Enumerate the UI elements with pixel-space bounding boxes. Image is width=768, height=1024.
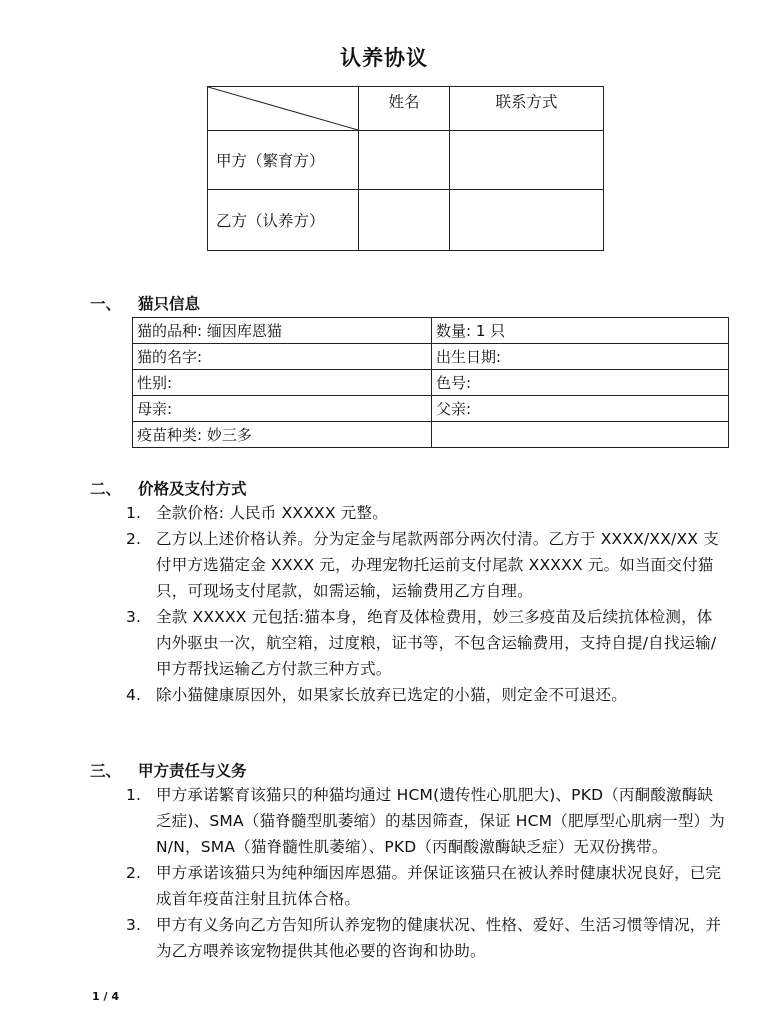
section-1-title: 猫只信息 [138, 295, 201, 313]
list-item-text: 除小猫健康原因外，如果家长放弃已选定的小猫，则定金不可退还。 [156, 686, 628, 704]
cat-info-cell: 母亲: [133, 396, 432, 422]
list-item-text: 全款 XXXXX 元包括:猫本身，绝育及体检费用，妙三多疫苗及后续抗体检测，体内外驱虫一次，航空箱，过度粮，证书等，不包含运输费用，支持自提/自找运输/甲方帮找运输乙方付款三种方式。 [156, 608, 717, 678]
list-item [126, 604, 726, 682]
section-3-list [126, 782, 726, 964]
section-2-heading [90, 477, 247, 499]
list-item-number: 1. [126, 504, 142, 522]
table-row [133, 318, 729, 344]
section-3-title: 甲方责任与义务 [138, 762, 247, 780]
table-row [133, 422, 729, 448]
list-item [126, 912, 726, 964]
list-item-number: 3. [126, 916, 142, 934]
cat-info-cell: 性别: [133, 370, 432, 396]
party-b-name-cell [359, 190, 450, 251]
section-1-heading [90, 292, 200, 314]
diagonal-header-cell [208, 87, 359, 131]
list-item [126, 526, 726, 604]
contact-column-header: 联系方式 [450, 87, 604, 131]
list-item-number: 4. [126, 686, 142, 704]
list-item-number: 3. [126, 608, 142, 626]
page-number: 1 / 4 [92, 990, 119, 1003]
list-item-text: 甲方有义务向乙方告知所认养宠物的健康状况、性格、爱好、生活习惯等情况，并为乙方喂养该宠物提供其他必要的咨询和协助。 [156, 916, 722, 960]
party-b-contact-cell [450, 190, 604, 251]
list-item-text: 全款价格: 人民币 XXXXX 元整。 [156, 504, 388, 522]
list-item-text: 甲方承诺该猫只为纯种缅因库恩猫。并保证该猫只在被认养时健康状况良好，已完成首年疫苗注射且抗体合格。 [156, 864, 722, 908]
list-item-number: 2. [126, 864, 142, 882]
table-row [133, 370, 729, 396]
section-3-heading [90, 759, 247, 781]
section-2-number: 二、 [90, 480, 122, 498]
list-item-text: 乙方以上述价格认养。分为定金与尾款两部分两次付清。乙方于 XXXX/XX/XX 支付甲方选猫定金 XXXX 元，办理宠物托运前支付尾款 XXXXX 元。如当面交付猫只，可现场支付尾款，如需运输，运输费用乙方自理。 [156, 530, 719, 600]
cat-info-cell: 疫苗种类: 妙三多 [133, 422, 432, 448]
cat-info-cell: 数量: 1 只 [432, 318, 729, 344]
party-a-name-cell [359, 131, 450, 190]
cat-info-cell: 猫的品种: 缅因库恩猫 [133, 318, 432, 344]
cat-info-table [132, 317, 729, 448]
list-item [126, 782, 726, 860]
cat-info-cell: 猫的名字: [133, 344, 432, 370]
section-1-number: 一、 [90, 295, 122, 313]
party-b-label: 乙方（认养方） [208, 190, 359, 251]
table-row [133, 344, 729, 370]
table-row [133, 396, 729, 422]
list-item-number: 1. [126, 786, 142, 804]
cat-info-cell: 出生日期: [432, 344, 729, 370]
name-column-header: 姓名 [359, 87, 450, 131]
list-item-text: 甲方承诺繁育该猫只的种猫均通过 HCM(遗传性心肌肥大)、PKD（丙酮酸激酶缺乏症)、SMA（猫脊髓型肌萎缩）的基因筛查，保证 HCM（肥厚型心肌病一型）为 N/N，SMA（猫脊髓性肌萎缩）、PKD（丙酮酸激酶缺乏症）无双份携带。 [156, 786, 725, 856]
cat-info-cell: 色号: [432, 370, 729, 396]
party-a-label: 甲方（繁育方） [208, 131, 359, 190]
section-2-list [126, 500, 726, 708]
party-table [207, 86, 604, 251]
diagonal-line-icon [208, 87, 358, 130]
section-3-number: 三、 [90, 762, 122, 780]
list-item [126, 500, 726, 526]
cat-info-cell [432, 422, 729, 448]
party-a-contact-cell [450, 131, 604, 190]
document-title: 认养协议 [340, 46, 428, 70]
cat-info-cell: 父亲: [432, 396, 729, 422]
list-item [126, 860, 726, 912]
section-2-title: 价格及支付方式 [138, 480, 247, 498]
list-item-number: 2. [126, 530, 142, 548]
list-item [126, 682, 726, 708]
